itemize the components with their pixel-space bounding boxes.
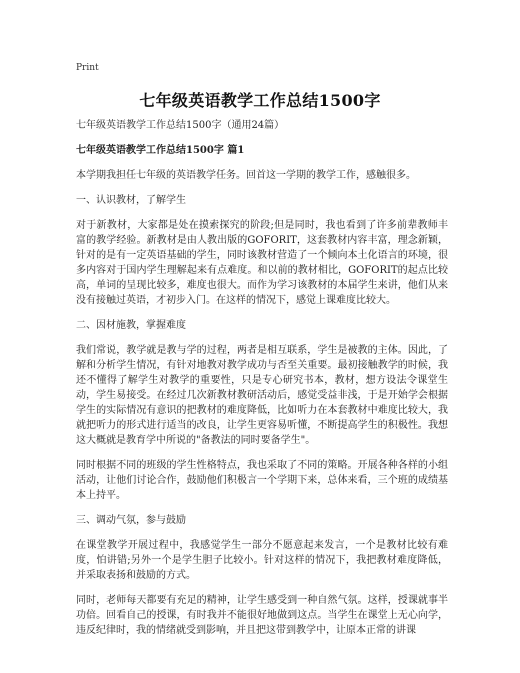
heading-3: 三、调动气氛，参与鼓励 — [76, 515, 186, 526]
print-label[interactable]: Print — [76, 63, 99, 73]
paragraph-3: 同时根据不同的班级的学生性格特点，我也采取了不同的策略。开展各种各样的小组活动，让他们讨论合作，鼓励他们积极言一个学期下来，总体来看，三个班的成绩基本上持平。 — [76, 460, 448, 501]
section-title: 七年级英语教学工作总结1500字 篇1 — [76, 145, 245, 156]
paragraph-5: 同时，老师每天都要有充足的精神，让学生感受到一种自然气氛。这样，授课就事半功倍。回看自己的授课，有时我并不能很好地做到这点。当学生在课堂上无心向学，违反纪律时，我的情绪就受到影响，并且把这带到教学中，让原本正常的讲课 — [76, 595, 448, 636]
heading-2: 二、因材施教，掌握难度 — [76, 320, 186, 331]
paragraph-1: 对于新教材，大家都是处在摸索探究的阶段;但是同时，我也看到了许多前辈教师丰富的教学经验。新教材是由人教出版的GOFORIT，这套教材内容丰富，理念新颖，针对的是有一定英语基础的学生，同时该教材营造了一个倾向本土化语言的环境，很多内容对于国内学生理解起来有点难度。和以前的教材相比，GOFORIT的起点比较高，单词的呈现比较多，难度也很大。而作为学习该教材的本届学生来讲，他们从来没有接触过英语，才初步入门。在这样的情况下，感觉上课难度比较大。 — [76, 220, 448, 306]
document-body — [76, 118, 448, 648]
page-title: 七年级英语教学工作总结1500字 — [139, 91, 381, 110]
intro-paragraph: 本学期我担任七年级的英语教学任务。回首这一学期的教学工作，感触很多。 — [76, 170, 416, 181]
heading-1: 一、认识教材，了解学生 — [76, 195, 186, 206]
paragraph-2: 我们常说，教学就是教与学的过程，两者是相互联系，学生是被教的主体。因此，了解和分析学生情况，有针对地教对教学成功与否至关重要。最初接触教学的时候，我还不懂得了解学生对教学的重要性，只是专心研究书本，教材，想方设法令课堂生动，学生易接受。在经过几次新教材教研活动后，感觉受益非浅，于是开始学会根据学生的实际情况有意识的把教材的难度降低，比如听力在本套教材中难度比较大，我就把听力的形式进行适当的改良，让学生更容易听懂，不断提高学生的积极性。我想这大概就是教育学中所说的"备教法的同时要备学生"。 — [76, 345, 448, 446]
paragraph-4: 在课堂教学开展过程中，我感觉学生一部分不愿意起来发言，一个是教材比较有难度，怕讲错;另外一个是学生胆子比较小。针对这样的情况下，我把教材难度降低，并采取表扬和鼓励的方式。 — [76, 540, 448, 581]
document-subtitle: 七年级英语教学工作总结1500字（通用24篇） — [76, 120, 285, 131]
